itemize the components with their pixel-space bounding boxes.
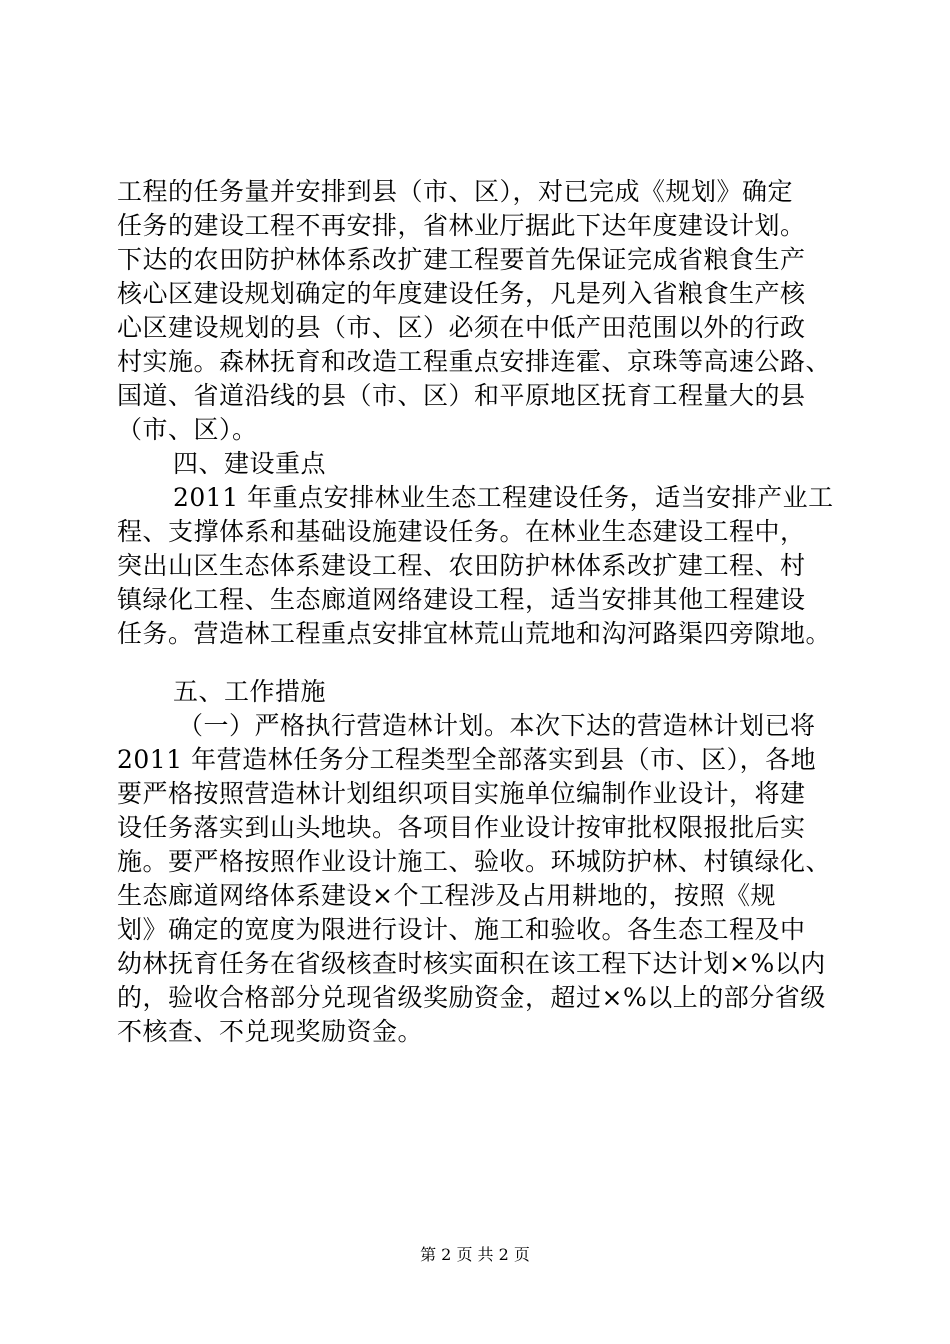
paragraph-line: 镇绿化工程、生态廊道网络建设工程，适当安排其他工程建设 (117, 585, 806, 614)
paragraph-line: （市、区）。 (117, 415, 258, 444)
paragraph-line: 核心区建设规划确定的年度建设任务，凡是列入省粮食生产核 (117, 279, 806, 308)
section-heading: 五、工作措施 (173, 677, 327, 706)
section-heading: 四、建设重点 (173, 449, 327, 478)
paragraph-line: 划》确定的宽度为限进行设计、施工和验收。各生态工程及中 (117, 915, 806, 944)
page-number-footer: 第 2 页 共 2 页 (420, 1245, 530, 1264)
paragraph-line: 2011 年重点安排林业生态工程建设任务，适当安排产业工 (173, 483, 834, 512)
paragraph-line: 的，验收合格部分兑现省级奖励资金，超过×%以上的部分省级 (117, 983, 826, 1012)
paragraph-line: 村实施。森林抚育和改造工程重点安排连霍、京珠等高速公路、 (117, 347, 832, 376)
paragraph-line: 任务。营造林工程重点安排宜林荒山荒地和沟河路渠四旁隙地。 (117, 619, 832, 648)
paragraph-line: 设任务落实到山头地块。各项目作业设计按审批权限报批后实 (117, 813, 806, 842)
paragraph-line: 国道、省道沿线的县（市、区）和平原地区抚育工程量大的县 (117, 381, 806, 410)
paragraph-line: 幼林抚育任务在省级核查时核实面积在该工程下达计划×%以内 (117, 949, 826, 978)
paragraph-line: 施。要严格按照作业设计施工、验收。环城防护林、村镇绿化、 (117, 847, 832, 876)
paragraph-line: 工程的任务量并安排到县（市、区），对已完成《规划》确定 (117, 177, 794, 206)
paragraph-line: （一）严格执行营造林计划。本次下达的营造林计划已将 (178, 711, 816, 740)
paragraph-line: 任务的建设工程不再安排，省林业厅据此下达年度建设计划。 (117, 211, 806, 240)
paragraph-line: 不核查、不兑现奖励资金。 (117, 1017, 424, 1046)
paragraph-line: 心区建设规划的县（市、区）必须在中低产田范围以外的行政 (117, 313, 806, 342)
paragraph-line: 2011 年营造林任务分工程类型全部落实到县（市、区），各地 (117, 745, 817, 774)
paragraph-line: 突出山区生态体系建设工程、农田防护林体系改扩建工程、村 (117, 551, 806, 580)
paragraph-line: 下达的农田防护林体系改扩建工程要首先保证完成省粮食生产 (117, 245, 806, 274)
paragraph-line: 程、支撑体系和基础设施建设任务。在林业生态建设工程中， (117, 517, 806, 546)
paragraph-line: 生态廊道网络体系建设×个工程涉及占用耕地的，按照《规 (117, 881, 776, 910)
paragraph-line: 要严格按照营造林计划组织项目实施单位编制作业设计，将建 (117, 779, 806, 808)
